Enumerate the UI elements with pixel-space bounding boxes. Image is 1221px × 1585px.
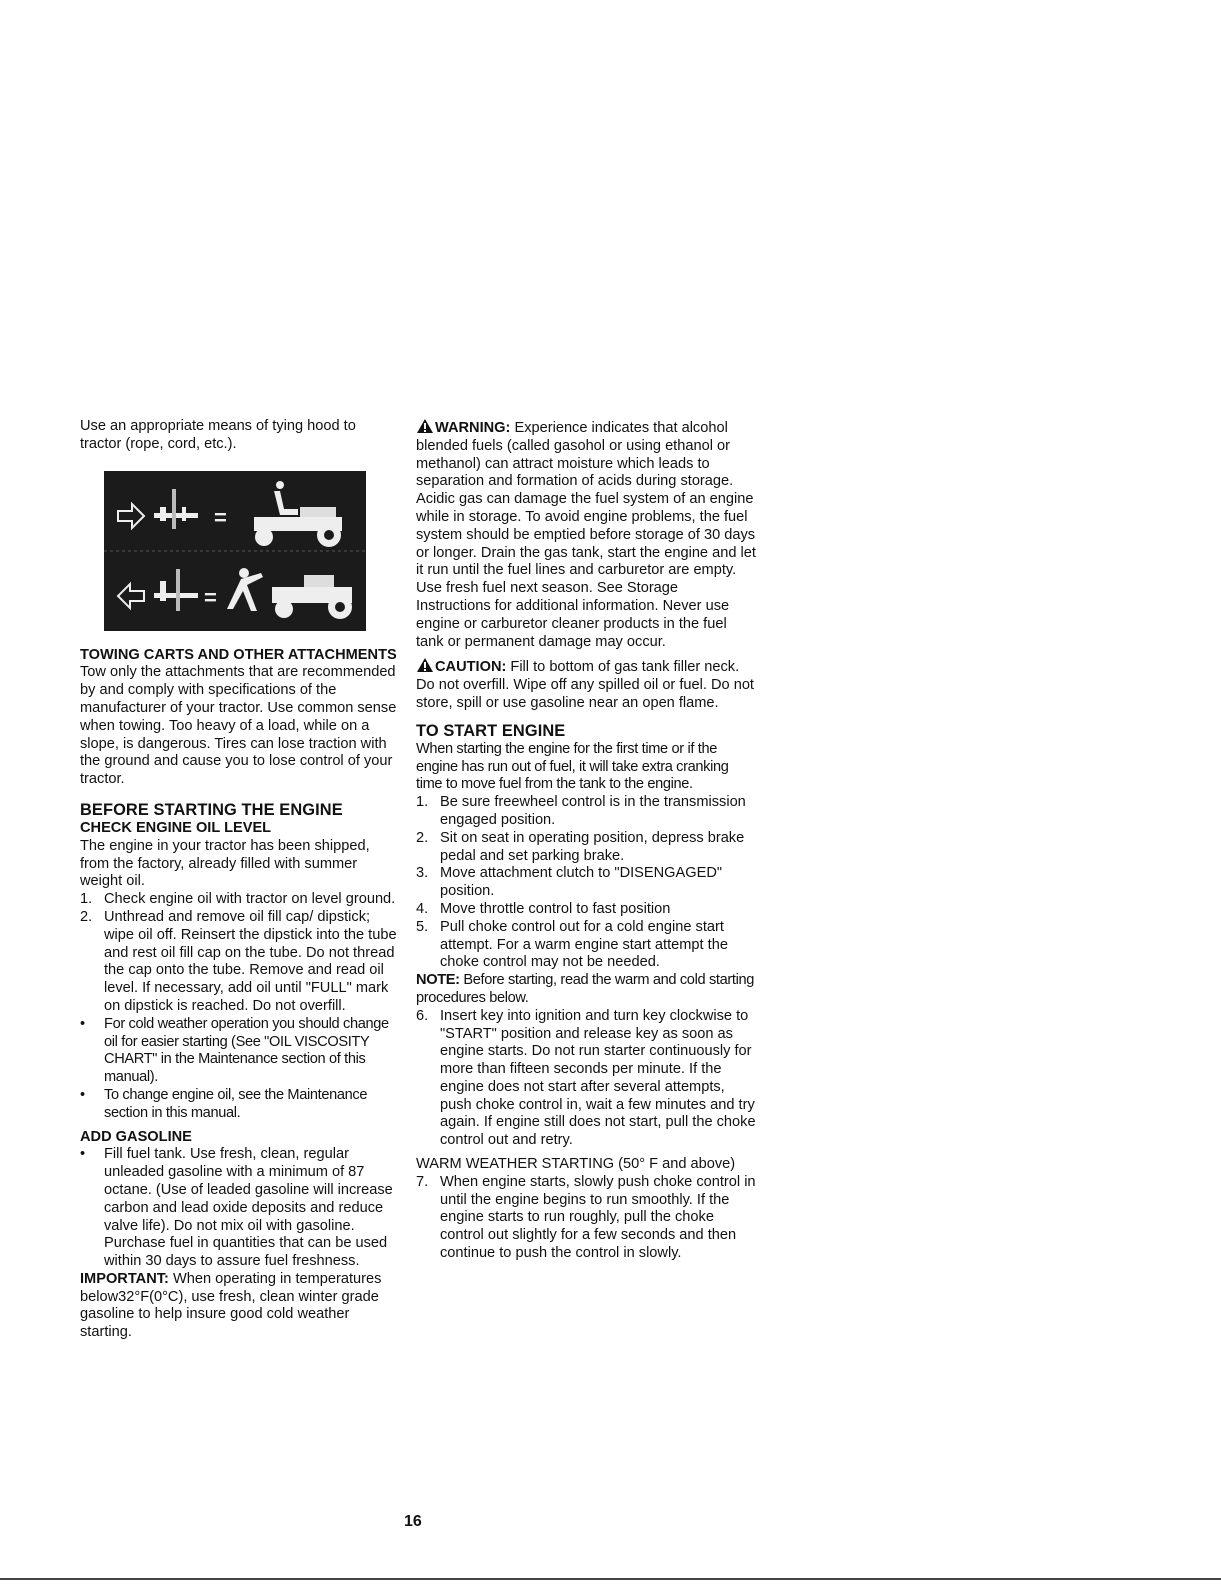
start-intro: When starting the engine for the first time or if the engine has run out of fuel, it will take extra cranking time to move fuel from the tank to the engine. bbox=[416, 740, 729, 793]
page-number: 16 bbox=[404, 1513, 422, 1530]
right-column bbox=[416, 418, 756, 1263]
check-oil-heading: CHECK ENGINE OIL LEVEL bbox=[80, 819, 272, 836]
list-item: • Fill fuel tank. Use fresh, clean, regular unleaded gasoline with a minimum of 87 octane. (Use of leaded gasoline will increase carbon and lead oxide deposits and reduce valve life). Do not mix oil with gasoline. Purchase fuel in quantities that can be used within 30 days to assure fuel freshness. bbox=[80, 1146, 393, 1270]
towing-heading: TOWING CARTS AND OTHER ATTACHMENTS bbox=[80, 646, 397, 663]
warning-label: WARNING: bbox=[435, 420, 511, 436]
warning-block: WARNING: Experience indicates that alcohol blended fuels (called gasohol or using ethanol or methanol) can attract moisture which leads to separation and formation of acids during storage. Acidic gas can damage the fuel system of an engine while in storage. To avoid engine problems, the fuel system should be emptied before storage of 30 days or longer. Drain the gas tank, start the engine and let it run until the fuel lines and carburetor are empty. Use fresh fuel next season. See Storage Instructions for additional information. Never use engine or carburetor cleaner products in the fuel tank or permanent damage may occur. bbox=[416, 420, 756, 650]
list-item: • To change engine oil, see the Maintenance section in this manual. bbox=[80, 1086, 368, 1121]
list-item: 1. Be sure freewheel control is in the transmission engaged position. bbox=[416, 794, 746, 828]
note-label: NOTE: bbox=[416, 972, 460, 989]
add-gasoline-heading: ADD GASOLINE bbox=[80, 1128, 192, 1145]
list-item: 2. Unthread and remove oil fill cap/ dipstick; wipe oil off. Reinsert the dipstick into the tube and rest oil fill cap on the tube. Do not thread the cap onto the tube. Remove and read oil level. If necessary, add oil until "FULL" mark on dipstick is reached. Do not overfill. bbox=[80, 908, 397, 1014]
list-item: 3. Move attachment clutch to "DISENGAGED" position. bbox=[416, 865, 723, 900]
list-item: 5. Pull choke control out for a cold engine start attempt. For a warm engine start attempt the choke control may not be needed. bbox=[416, 918, 728, 971]
check-oil-steps bbox=[80, 891, 398, 1016]
caution-label: CAUTION: bbox=[435, 659, 507, 676]
list-item: 6. Insert key into ignition and turn key clockwise to "START" position and release key as soon as engine starts. Do not run starter continuously for more than fifteen seconds per minute. If the engine does not start after several attempts, push choke control in, wait a few minutes and try again. If engine still does not start, pull the choke control out and retry. bbox=[416, 1007, 756, 1149]
important-label: IMPORTANT: bbox=[80, 1270, 169, 1287]
caution-triangle-icon bbox=[416, 657, 434, 673]
oil-bullets bbox=[80, 1016, 398, 1123]
warning-triangle-icon bbox=[416, 418, 434, 434]
warm-weather-heading: WARM WEATHER STARTING (50° F and above) bbox=[416, 1156, 736, 1173]
before-starting-heading: BEFORE STARTING THE ENGINE bbox=[80, 800, 343, 819]
svg-text:=: = bbox=[214, 504, 227, 530]
start-steps-b bbox=[416, 1008, 756, 1150]
start-steps-a bbox=[416, 794, 756, 972]
caution-block: CAUTION: Fill to bottom of gas tank filler neck. Do not overfill. Wipe off any spilled oil or fuel. Do not store, spill or use gasoline near an open flame. bbox=[416, 659, 754, 711]
freewheel-diagram bbox=[104, 471, 366, 631]
freewheel-diagram-art bbox=[104, 471, 366, 631]
left-column bbox=[80, 418, 398, 1342]
list-item: 7. When engine starts, slowly push choke control in until the engine begins to run smoothly. If the engine starts to run roughly, pull the choke control out slightly for a few seconds and then continue to push the control in slowly. bbox=[416, 1173, 756, 1262]
start-note: NOTE: Before starting, read the warm and cold starting procedures below. bbox=[416, 972, 754, 1006]
svg-text:=: = bbox=[204, 584, 217, 610]
hood-tie-note: Use an appropriate means of tying hood to tractor (rope, cord, etc.). bbox=[80, 418, 356, 452]
start-steps-c bbox=[416, 1174, 756, 1263]
towing-body: Tow only the attachments that are recommended by and comply with specifications of the manufacturer of your tractor. Use common sense when towing. Too heavy of a load, while on a slope, is dangerous. Tires can lose traction with the ground and cause you to lose control of your tractor. bbox=[80, 664, 397, 788]
gas-bullets bbox=[80, 1146, 398, 1271]
check-oil-body: The engine in your tractor has been shipped, from the factory, already filled with summer weight oil. bbox=[80, 837, 370, 890]
important-note: IMPORTANT: When operating in temperatures below32°F(0°C), use fresh, clean winter grade gasoline to help insure good cold weather starting. bbox=[80, 1270, 382, 1341]
list-item: 4. Move throttle control to fast position bbox=[416, 900, 671, 917]
scan-edge-line bbox=[0, 1578, 1221, 1580]
to-start-engine-heading: TO START ENGINE bbox=[416, 721, 566, 740]
list-item: 2. Sit on seat in operating position, depress brake pedal and set parking brake. bbox=[416, 829, 745, 864]
list-item: 1. Check engine oil with tractor on level ground. bbox=[80, 891, 396, 908]
list-item: • For cold weather operation you should change oil for easier starting (See "OIL VISCOSITY CHART" in the Maintenance section of this manual). bbox=[80, 1015, 389, 1086]
